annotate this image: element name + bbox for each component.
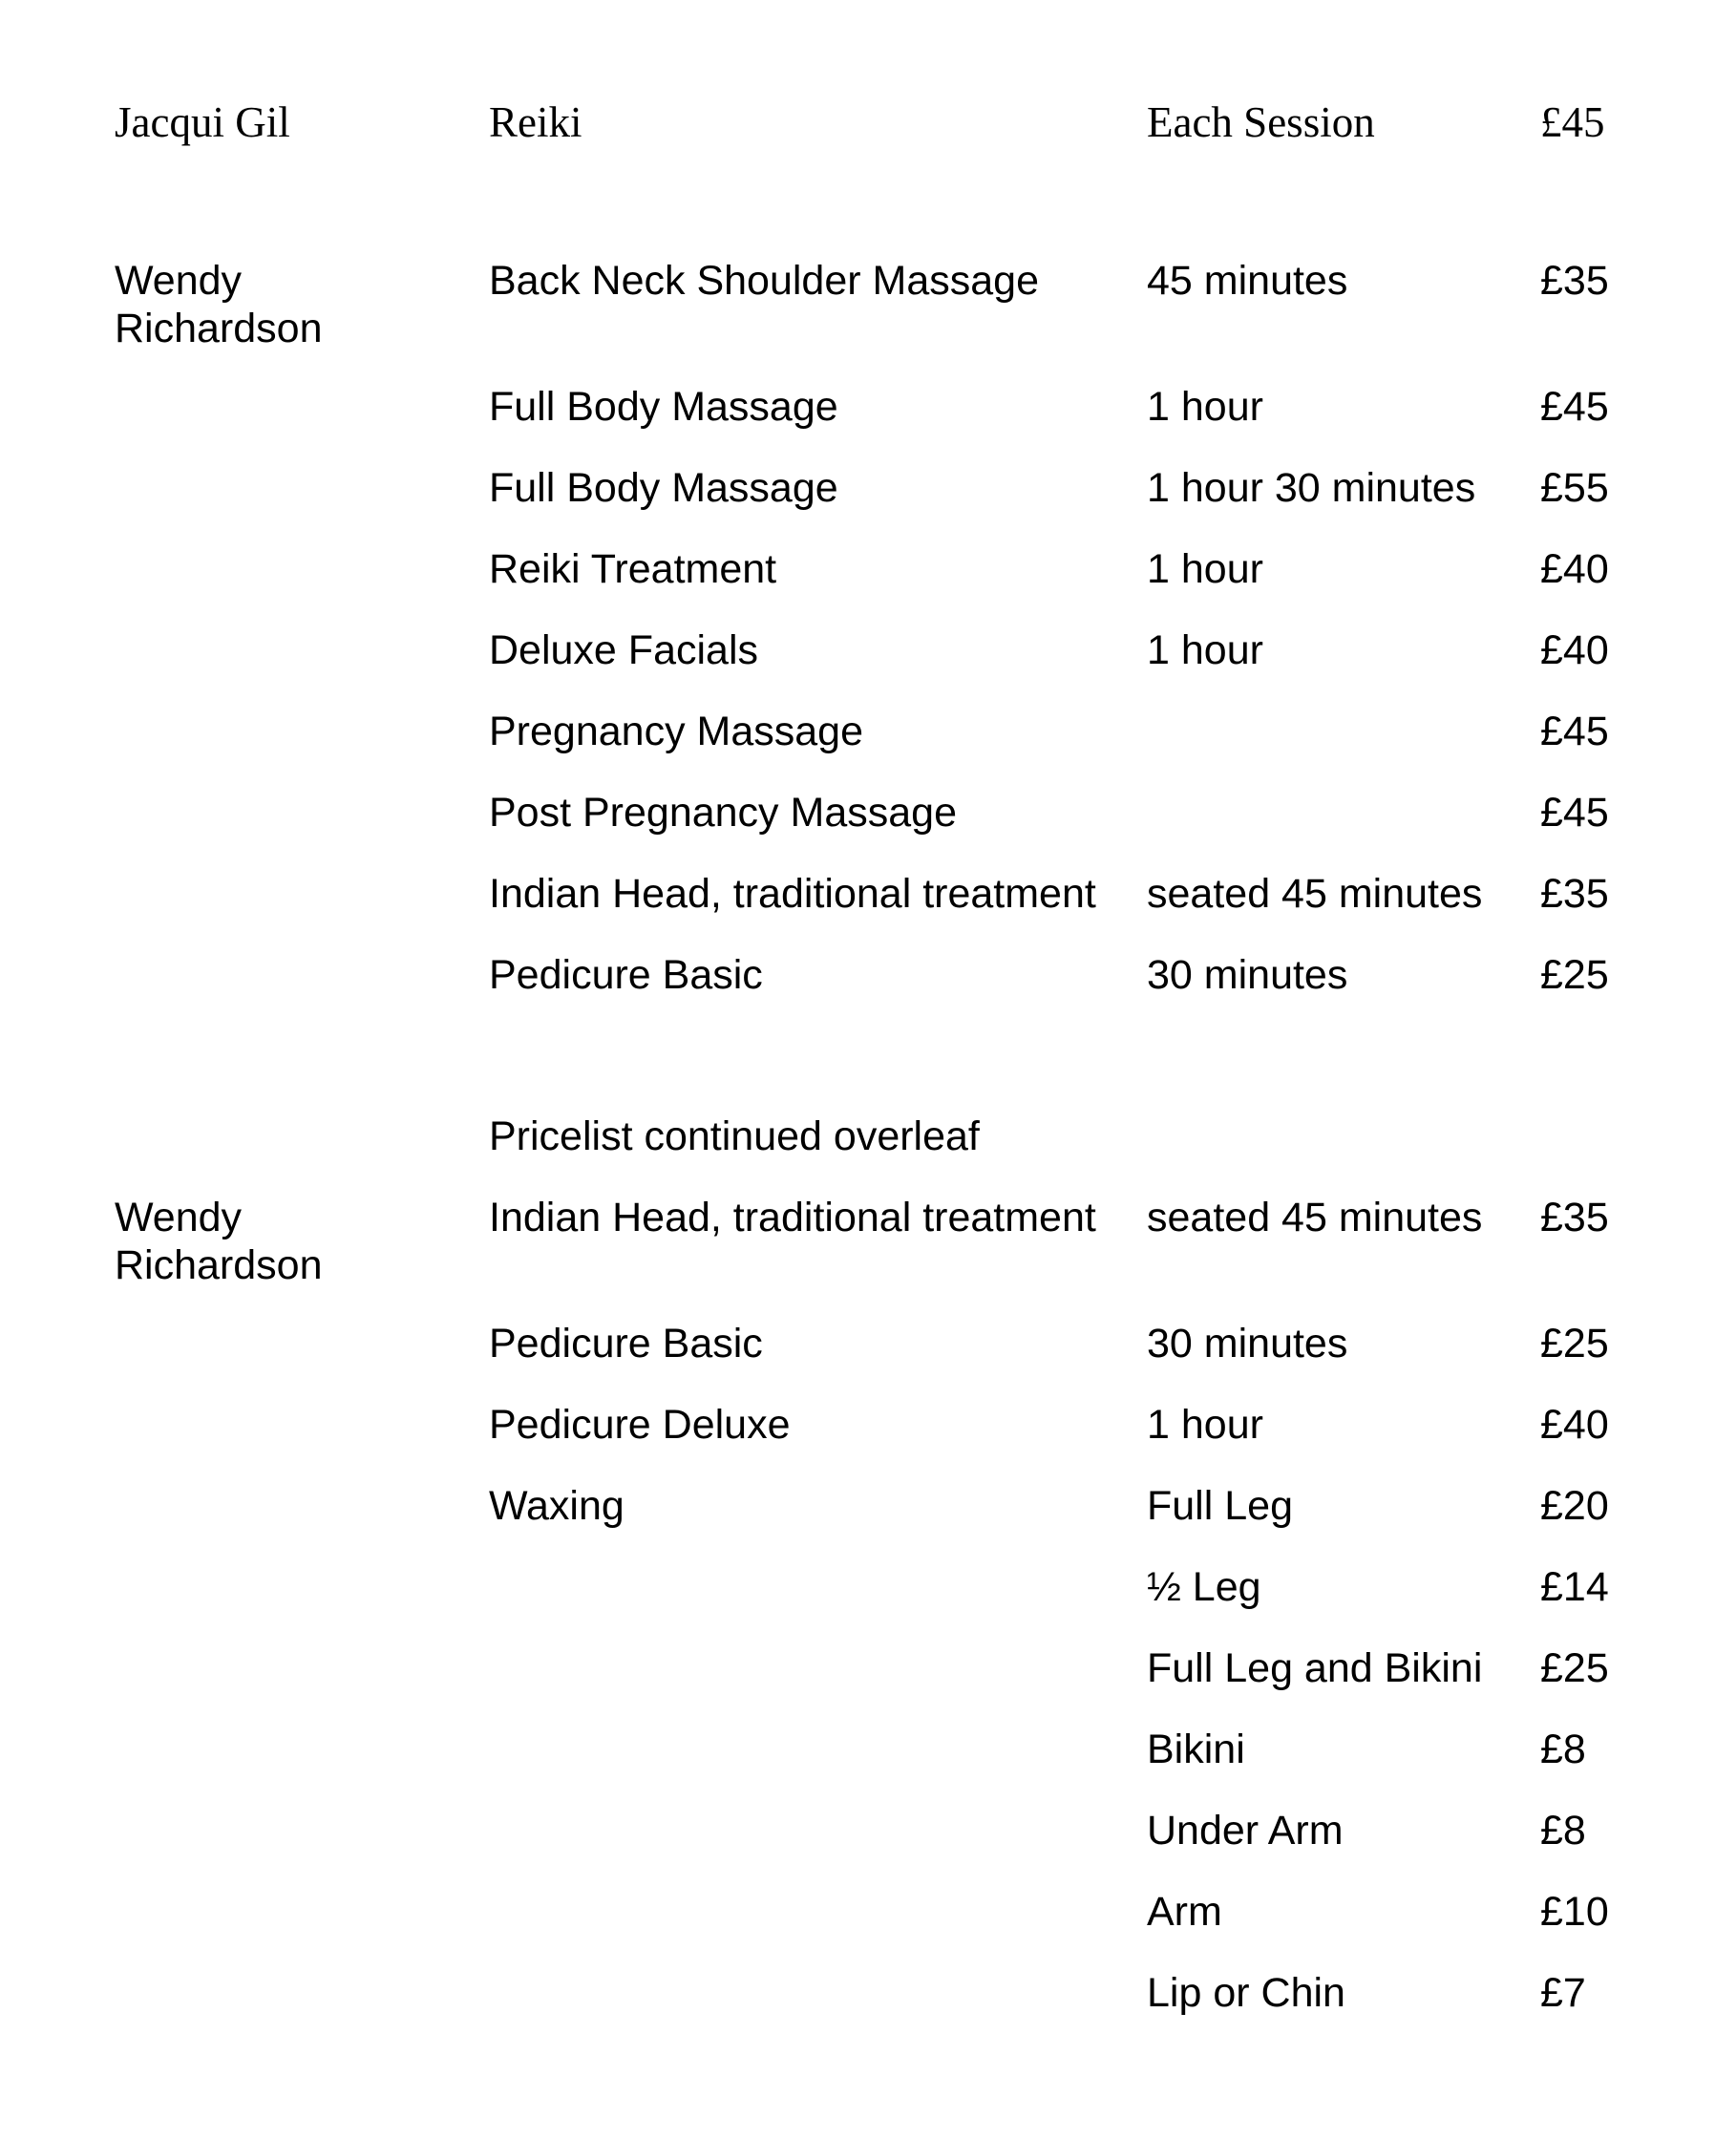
treatment-duration: 30 minutes — [1147, 952, 1348, 998]
treatment-name: Deluxe Facials — [489, 627, 758, 673]
treatment-duration: seated 45 minutes — [1147, 871, 1483, 917]
treatment-price: £7 — [1540, 1970, 1586, 2016]
treatment-duration: Bikini — [1147, 1727, 1245, 1772]
treatment-name: Indian Head, traditional treatment — [489, 871, 1096, 917]
treatment-duration: 1 hour — [1147, 627, 1263, 673]
treatment-price: £45 — [1540, 709, 1609, 754]
header-price: £45 — [1540, 98, 1605, 146]
treatment-duration: ½ Leg — [1147, 1564, 1261, 1610]
treatment-name: Indian Head, traditional treatment — [489, 1195, 1096, 1240]
treatment-price: £35 — [1540, 1195, 1609, 1240]
treatment-price: £10 — [1540, 1889, 1609, 1935]
treatment-price: £8 — [1540, 1727, 1586, 1772]
practitioner-first-name: Wendy — [115, 1195, 243, 1240]
treatment-duration: 1 hour 30 minutes — [1147, 465, 1476, 511]
treatment-price: £35 — [1540, 258, 1609, 304]
treatment-price: £25 — [1540, 1321, 1609, 1367]
treatment-duration: Under Arm — [1147, 1808, 1344, 1854]
treatment-duration: Full Leg and Bikini — [1147, 1645, 1483, 1691]
treatment-name: Pedicure Deluxe — [489, 1402, 791, 1448]
practitioner-last-name: Richardson — [115, 1242, 323, 1288]
treatment-price: £8 — [1540, 1808, 1586, 1854]
treatment-duration: seated 45 minutes — [1147, 1195, 1483, 1240]
treatment-price: £40 — [1540, 546, 1609, 592]
treatment-price: £45 — [1540, 790, 1609, 836]
header-practitioner: Jacqui Gil — [115, 98, 290, 146]
treatment-name: Pedicure Basic — [489, 952, 763, 998]
treatment-price: £25 — [1540, 1645, 1609, 1691]
treatment-name: Reiki Treatment — [489, 546, 777, 592]
header-duration: Each Session — [1147, 98, 1375, 146]
treatment-price: £55 — [1540, 465, 1609, 511]
treatment-duration: 1 hour — [1147, 1402, 1263, 1448]
treatment-duration: 45 minutes — [1147, 258, 1348, 304]
treatment-duration: 1 hour — [1147, 384, 1263, 430]
treatment-name: Pedicure Basic — [489, 1321, 763, 1367]
treatment-name: Back Neck Shoulder Massage — [489, 258, 1040, 304]
treatment-duration: Full Leg — [1147, 1483, 1293, 1529]
header-treatment: Reiki — [489, 98, 582, 146]
treatment-price: £14 — [1540, 1564, 1609, 1610]
practitioner-first-name: Wendy — [115, 258, 243, 304]
continued-note: Pricelist continued overleaf — [489, 1113, 980, 1159]
treatment-duration: Lip or Chin — [1147, 1970, 1345, 2016]
treatment-price: £25 — [1540, 952, 1609, 998]
treatment-price: £20 — [1540, 1483, 1609, 1529]
treatment-name: Waxing — [489, 1483, 625, 1529]
treatment-price: £35 — [1540, 871, 1609, 917]
treatment-duration: 1 hour — [1147, 546, 1263, 592]
treatment-name: Post Pregnancy Massage — [489, 790, 957, 836]
treatment-name: Full Body Massage — [489, 465, 838, 511]
treatment-name: Full Body Massage — [489, 384, 838, 430]
treatment-price: £40 — [1540, 1402, 1609, 1448]
treatment-duration: Arm — [1147, 1889, 1222, 1935]
treatment-price: £40 — [1540, 627, 1609, 673]
treatment-name: Pregnancy Massage — [489, 709, 863, 754]
treatment-price: £45 — [1540, 384, 1609, 430]
practitioner-last-name: Richardson — [115, 306, 323, 351]
treatment-duration: 30 minutes — [1147, 1321, 1348, 1367]
